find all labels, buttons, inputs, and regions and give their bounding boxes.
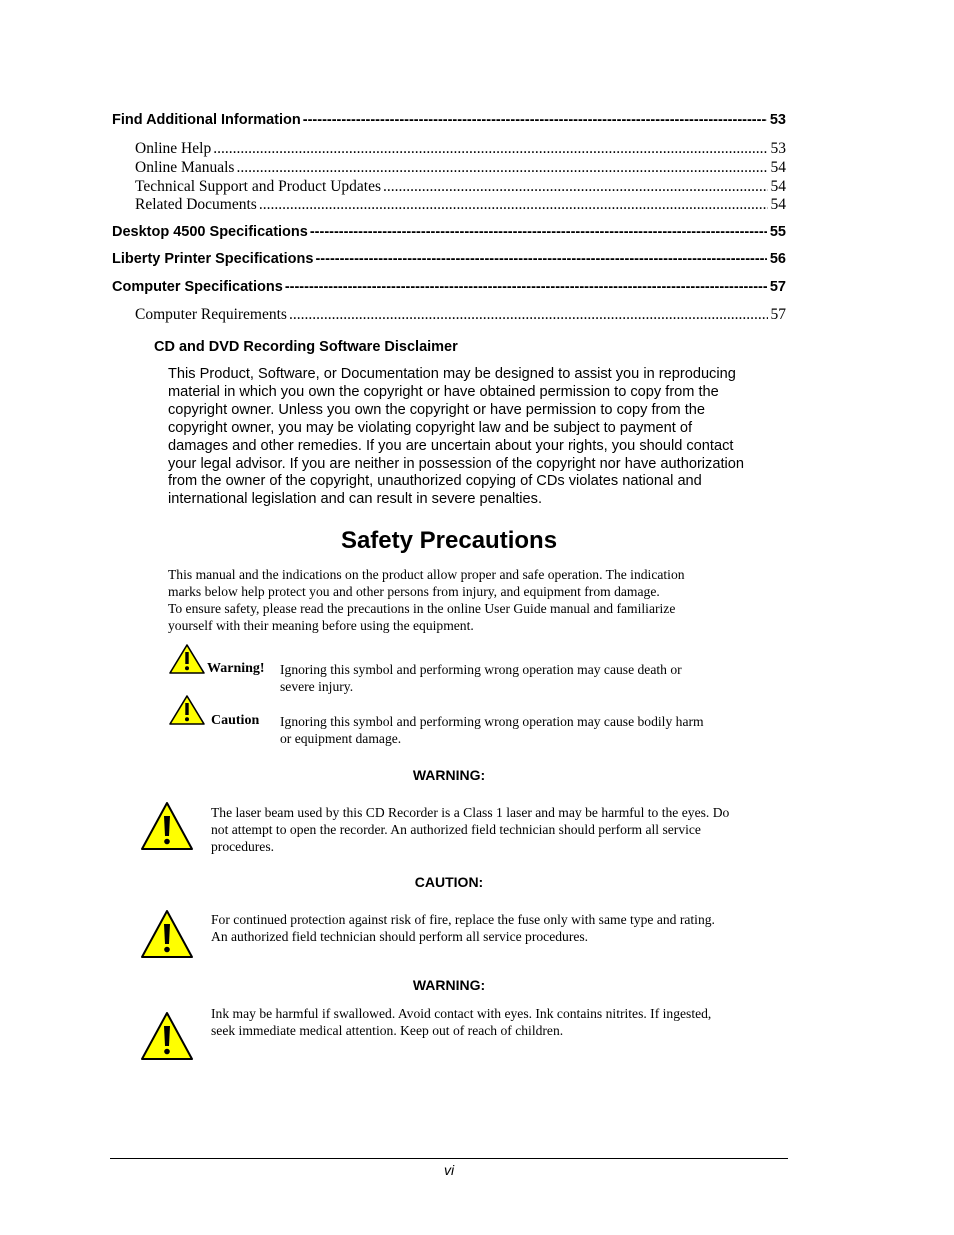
toc-leader [383,178,768,196]
paragraph-line: not attempt to open the recorder. An authorized field technician should perform all service [211,822,701,837]
disclaimer-paragraph [168,366,793,509]
toc-entry-page: 55 [769,224,786,240]
paragraph-line: The laser beam used by this CD Recorder is a Class 1 laser and may be harmful to the eyes. Do [211,805,730,820]
disclaimer-heading: CD and DVD Recording Software Disclaimer [154,339,458,355]
toc-leader [259,196,768,214]
toc-leader [213,140,767,158]
paragraph-line: procedures. [211,839,275,854]
toc-entry-title: Liberty Printer Specifications [112,251,314,267]
toc-entry-title: Technical Support and Product Updates [135,178,381,195]
paragraph-line: yourself with their meaning before using the equipment. [168,618,474,633]
toc-entry[interactable] [135,196,786,214]
warning-triangle-icon [140,1010,194,1067]
toc-leader [310,224,767,240]
toc-entry[interactable] [112,279,786,295]
toc-entry-page: 56 [769,251,786,267]
warning-triangle-icon [168,643,206,680]
toc-entry-page: 53 [770,140,786,157]
paragraph-line: An authorized field technician should perform all service procedures. [211,929,589,944]
toc-leader [315,251,766,267]
toc-entry[interactable] [112,112,786,128]
toc-leader [236,159,767,177]
paragraph-line: copyright owner, you may be violating copyright law and be subject to payment of [168,419,693,436]
safety-intro [168,566,808,634]
toc-leader [303,112,767,128]
footer-divider [110,1158,788,1159]
notice-title: WARNING: [412,977,486,993]
toc-entry-title: Computer Requirements [135,306,287,323]
caution-triangle-icon [168,694,206,731]
page-number: vi [443,1162,455,1178]
toc-entry-title: Computer Specifications [112,279,283,295]
toc-entry-title: Online Help [135,140,212,157]
paragraph-line: international legislation and can result in severe penalties. [168,491,542,508]
toc-entry[interactable] [135,178,786,196]
paragraph-line: marks below help protect you and other persons from injury, and equipment from damage. [168,584,660,599]
paragraph-line: severe injury. [280,679,354,694]
toc-entry-title: Related Documents [135,196,257,213]
notice-text [211,1005,831,1039]
toc-leader [285,279,767,295]
toc-entry[interactable] [112,224,786,240]
toc-entry-page: 53 [769,112,786,128]
paragraph-line: seek immediate medical attention. Keep out of reach of children. [211,1023,564,1038]
paragraph-line: Ignoring this symbol and performing wrong operation may cause death or [280,662,682,677]
paragraph-line: or equipment damage. [280,731,402,746]
toc-entry-title: Online Manuals [135,159,235,176]
notice-title: WARNING: [412,767,486,783]
paragraph-line: Ink may be harmful if swallowed. Avoid contact with eyes. Ink contains nitrites. If ingested, [211,1006,712,1021]
toc-entry-page: 54 [770,159,786,176]
toc-entry[interactable] [135,140,786,158]
notice-text [211,911,831,945]
toc-leader [289,306,768,324]
paragraph-line: your legal advisor. If you are neither in possession of the copyright nor have authorization [168,455,744,472]
paragraph-line: For continued protection against risk of fire, replace the fuse only with same type and rating. [211,912,715,927]
symbol-label-caution: Caution [211,713,260,728]
toc-entry-page: 57 [770,306,786,323]
paragraph-line: This manual and the indications on the product allow proper and safe operation. The indication [168,567,685,582]
paragraph-line: material in which you own the copyright or have obtained permission to copy from the [168,383,719,400]
paragraph-line: This Product, Software, or Documentation may be designed to assist you in reproducing [168,366,736,382]
safety-heading: Safety Precautions [340,527,558,554]
paragraph-line: from the owner of the copyright, unauthorized copying of CDs violates national and [168,473,702,490]
notice-title: CAUTION: [414,874,484,890]
notice-text [211,804,831,855]
symbol-description-caution [280,713,704,747]
toc-entry-title: Desktop 4500 Specifications [112,224,308,240]
toc-entry-page: 57 [769,279,786,295]
toc-entry[interactable] [135,159,786,177]
toc-entry[interactable] [135,306,786,324]
paragraph-line: To ensure safety, please read the precautions in the online User Guide manual and familiarize [168,601,676,616]
warning-triangle-icon [140,908,194,965]
paragraph-line: damages and other remedies. If you are uncertain about your rights, you should contact [168,437,734,454]
symbol-description-warning [280,661,682,695]
toc-entry[interactable] [112,251,786,267]
warning-triangle-icon [140,800,194,857]
paragraph-line: Ignoring this symbol and performing wrong operation may cause bodily harm [280,714,704,729]
symbol-label-warning: Warning! [207,661,265,676]
toc-entry-title: Find Additional Information [112,112,301,128]
toc-entry-page: 54 [770,196,786,213]
paragraph-line: copyright owner. Unless you own the copyright or have permission to copy from the [168,401,705,418]
toc-entry-page: 54 [770,178,786,195]
